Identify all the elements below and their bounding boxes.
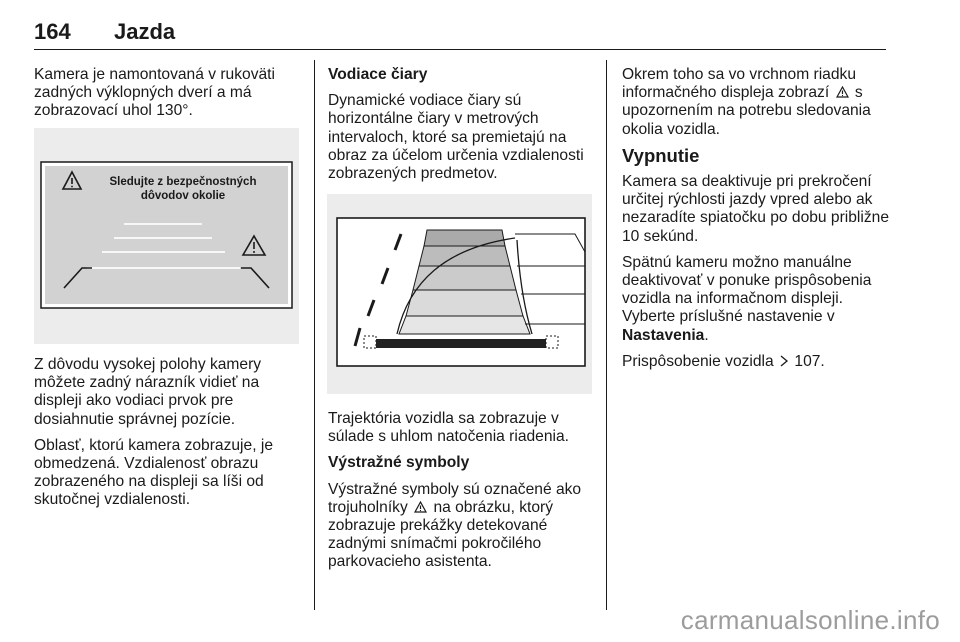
warning-symbols-paragraph (328, 481, 596, 572)
page-reference-arrow-icon (779, 355, 789, 367)
page-header (34, 9, 886, 49)
cross-reference-text: Prispôsobenie vozidla (622, 352, 774, 370)
cross-reference-page[interactable]: 107. (794, 352, 825, 370)
bumper-paragraph: Z dôvodu vysokej polohy kamery môžete zadný nárazník vidieť na displeji ako vodiaci prvok pre dosiahnutie správnej pozície. (34, 356, 262, 428)
guidelines-paragraph: Dynamické vodiace čiary sú horizontálne čiary v metrových intervaloch, ktoré sa premietajú na obraz za účelom určenia vzdialenosti zobrazených predmetov. (328, 92, 584, 183)
column-2 (328, 66, 596, 191)
settings-link[interactable]: Nastavenia (622, 326, 705, 344)
warning-text-a: Výstražné symboly sú označené ako trojuholníky (328, 480, 582, 516)
distance-paragraph: Oblasť, ktorú kamera zobrazuje, je obmedzená. Vzdialenosť obrazu zobrazeného na displeji sa líši od skutočnej vzdialenosti. (34, 436, 273, 509)
camera-display-illustration (34, 128, 299, 344)
deactivation-heading: Vypnutie (622, 144, 700, 166)
chapter-title: Jazda (114, 19, 176, 44)
display-caption-line1: Sledujte z bezpečnostných (109, 176, 257, 188)
column-divider-2 (606, 60, 607, 610)
column-3 (622, 66, 890, 379)
header-rule (34, 49, 886, 50)
watermark: carmanualsonline.info (680, 605, 940, 635)
guidelines-figure (327, 194, 592, 394)
column-1 (34, 66, 302, 129)
cross-reference-paragraph (622, 353, 890, 371)
manual-text-end: . (704, 326, 709, 344)
column-divider-1 (314, 60, 315, 610)
manual-deactivation-paragraph (622, 254, 890, 345)
intro-paragraph: Kamera je namontovaná v rukoväti zadných výklopných dverí a má zobrazovací uhol 130°. (34, 66, 275, 120)
display-caption-line2: dôvodov okolie (140, 190, 226, 202)
deactivation-paragraph: Kamera sa deaktivuje pri prekročení určitej rýchlosti jazdy vpred alebo ak nezaradíte spiatočku po dobu približne 10 sekúnd. (622, 173, 890, 245)
warning-triangle-icon (836, 86, 849, 98)
info-text-a: Okrem toho sa vo vrchnom riadku informačného displeja zobrazí (622, 66, 856, 102)
page-number: 164 (34, 19, 71, 44)
warning-symbols-heading: Výstražné symboly (328, 454, 470, 472)
info-display-paragraph (622, 66, 890, 139)
info-text-b: s upozornením na potrebu sledovania okolia vozidla. (622, 84, 871, 138)
manual-text-a: Spätnú kameru možno manuálne deaktivovať v ponuke prispôsobenia vozidla na informačnom displeji. Vyberte príslušné nastavenie v (622, 253, 872, 326)
guidelines-heading: Vodiace čiary (328, 66, 428, 83)
warning-triangle-icon (414, 501, 427, 513)
trajectory-paragraph: Trajektória vozidla sa zobrazuje v súlade s uhlom natočenia riadenia. (328, 410, 569, 446)
camera-display-figure (34, 128, 299, 344)
guidelines-illustration (327, 194, 592, 394)
column-1-lower (34, 356, 302, 518)
warning-text-b: na obrázku, ktorý zobrazuje prekážky detekované zadnými snímačmi pokročilého parkovacieho asistenta. (328, 498, 554, 571)
column-2-lower (328, 410, 596, 580)
